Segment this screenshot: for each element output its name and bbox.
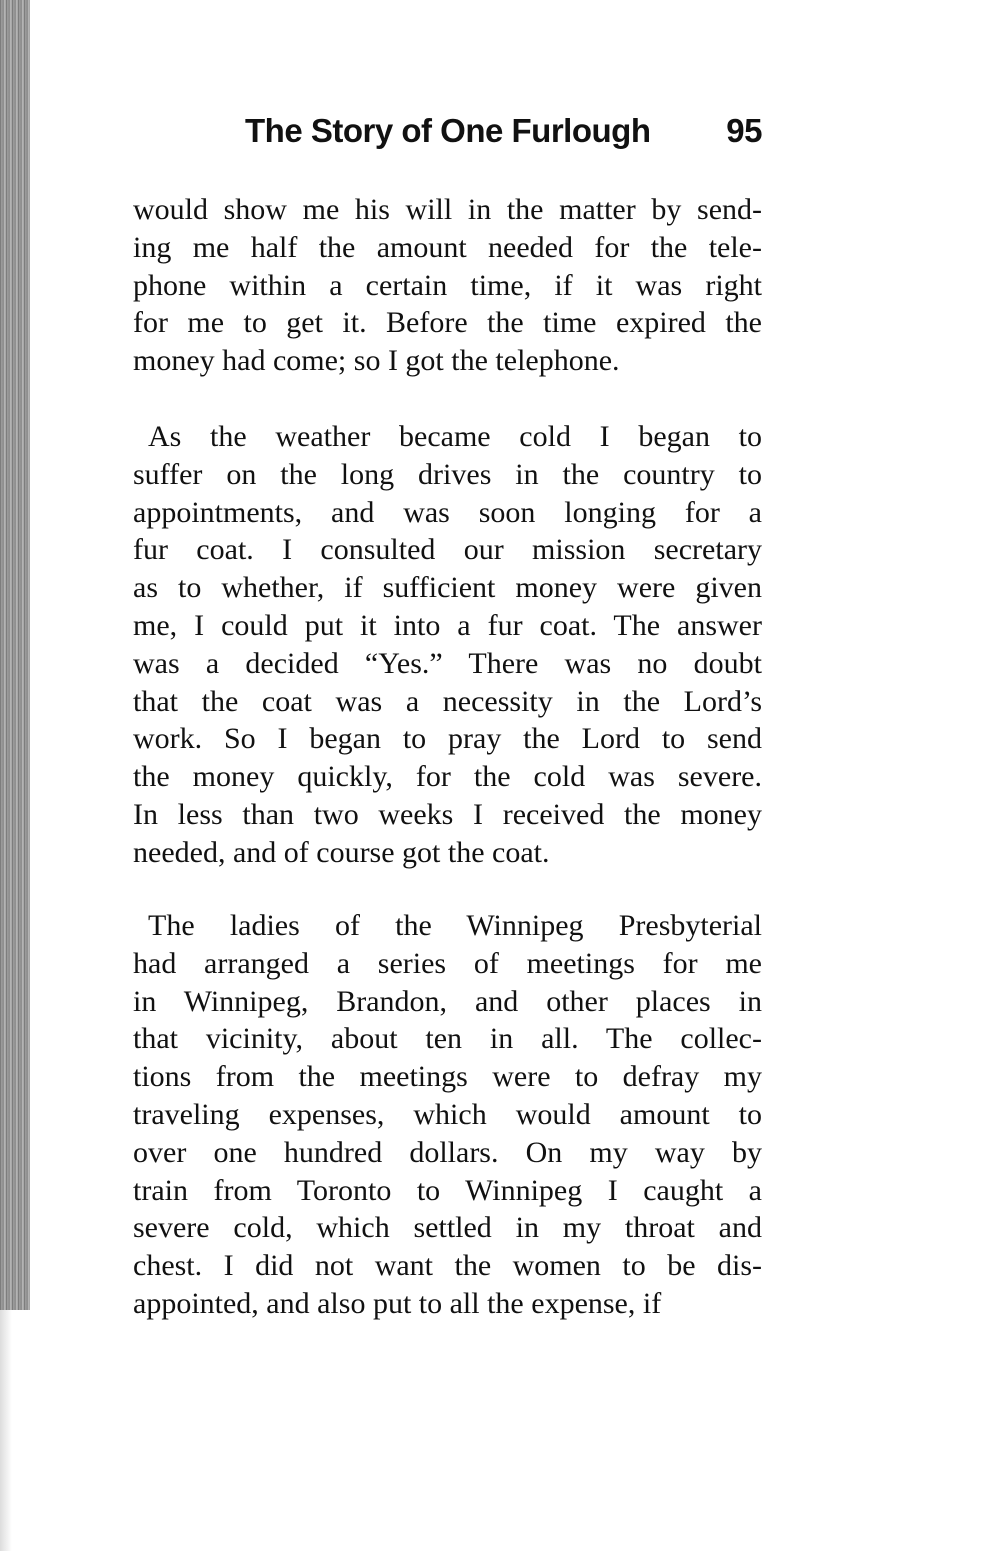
text-line: that the coat was a necessity in the Lord’s [133, 684, 762, 718]
text-line: as to whether, if sufficient money were given [133, 571, 762, 605]
text-line: for me to get it. Before the time expired the [133, 306, 762, 340]
text-line: As the weather became cold I began to [148, 420, 762, 453]
paragraph-2 [133, 418, 762, 872]
paragraph-1 [133, 191, 762, 380]
running-header [245, 112, 762, 160]
text-line: the money quickly, for the cold was severe. [133, 760, 762, 794]
text-line: work. So I began to pray the Lord to send [133, 722, 762, 756]
text-line: severe cold, which settled in my throat and [133, 1211, 762, 1245]
text-line: traveling expenses, which would amount to [133, 1097, 762, 1131]
text-line: appointments, and was soon longing for a [133, 495, 762, 529]
text-line: train from Toronto to Winnipeg I caught a [133, 1173, 762, 1207]
text-line: in Winnipeg, Brandon, and other places in [133, 984, 762, 1018]
text-line: had arranged a series of meetings for me [133, 946, 762, 980]
text-line: appointed, and also put to all the expense, if [133, 1286, 662, 1320]
page-number: 95 [726, 112, 762, 149]
text-line: In less than two weeks I received the money [133, 797, 762, 831]
text-line: was a decided “Yes.” There was no doubt [133, 646, 762, 680]
text-line: suffer on the long drives in the country to [133, 457, 762, 491]
text-line: chest. I did not want the women to be dis- [133, 1249, 762, 1283]
chapter-title: The Story of One Furlough [245, 112, 651, 149]
text-line: phone within a certain time, if it was right [133, 268, 762, 302]
text-line: tions from the meetings were to defray my [133, 1060, 762, 1094]
text-line: would show me his will in the matter by send- [133, 193, 762, 226]
book-binding-shadow [0, 1310, 12, 1551]
text-line: fur coat. I consulted our mission secretary [133, 533, 762, 567]
text-line: over one hundred dollars. On my way by [133, 1135, 762, 1169]
text-line: money had come; so I got the telephone. [133, 344, 620, 378]
text-line: The ladies of the Winnipeg Presbyterial [148, 909, 762, 942]
text-line: needed, and of course got the coat. [133, 835, 550, 869]
book-binding-edge [0, 0, 30, 1310]
text-line: ing me half the amount needed for the tele- [133, 230, 762, 264]
text-line: me, I could put it into a fur coat. The answer [133, 608, 762, 642]
text-line: that vicinity, about ten in all. The collec- [133, 1022, 762, 1056]
paragraph-3 [133, 907, 762, 1323]
